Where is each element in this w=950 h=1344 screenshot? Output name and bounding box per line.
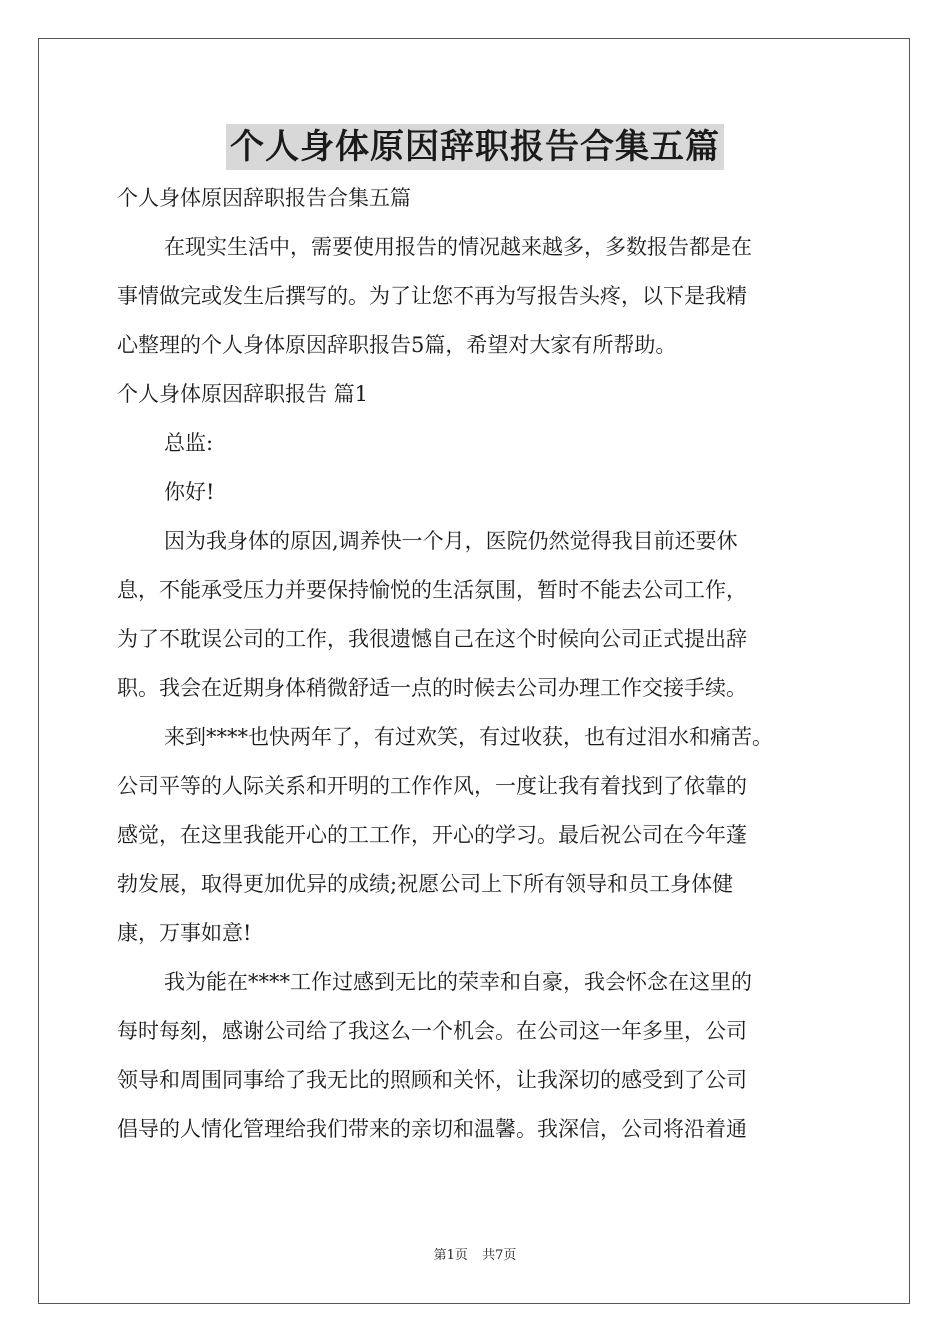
salutation-line: 总监: bbox=[164, 431, 214, 455]
subtitle-line: 个人身体原因辞职报告合集五篇 bbox=[117, 186, 411, 210]
paragraph-line: 倡导的人情化管理给我们带来的亲切和温馨。我深信，公司将沿着通 bbox=[117, 1117, 747, 1141]
paragraph-line: 在现实生活中，需要使用报告的情况越来越多，多数报告都是在 bbox=[164, 235, 752, 259]
paragraph-line: 公司平等的人际关系和开明的工作作风，一度让我有着找到了依靠的 bbox=[117, 774, 747, 798]
paragraph-line: 我为能在****工作过感到无比的荣幸和自豪，我会怀念在这里的 bbox=[164, 970, 752, 994]
document-body bbox=[117, 174, 847, 1154]
page-footer bbox=[0, 1246, 950, 1266]
paragraph-line: 息，不能承受压力并要保持愉悦的生活氛围，暂时不能去公司工作， bbox=[117, 578, 747, 602]
paragraph-line: 职。我会在近期身体稍微舒适一点的时候去公司办理工作交接手续。 bbox=[117, 676, 747, 700]
paragraph-line: 感觉，在这里我能开心的工工作，开心的学习。最后祝公司在今年蓬 bbox=[117, 823, 747, 847]
paragraph-line: 来到****也快两年了，有过欢笑，有过收获，也有过泪水和痛苦。 bbox=[164, 725, 773, 749]
paragraph-line: 心整理的个人身体原因辞职报告5篇，希望对大家有所帮助。 bbox=[117, 333, 677, 357]
paragraph-line: 因为我身体的原因,调养快一个月，医院仍然觉得我目前还要休 bbox=[164, 529, 738, 553]
paragraph-line: 勃发展，取得更加优异的成绩;祝愿公司上下所有领导和员工身体健 bbox=[117, 872, 734, 896]
document-title: 个人身体原因辞职报告合集五篇 bbox=[226, 124, 724, 170]
greeting-line: 你好! bbox=[164, 480, 215, 504]
paragraph-line: 每时每刻，感谢公司给了我这么一个机会。在公司这一年多里，公司 bbox=[117, 1019, 747, 1043]
paragraph-line: 事情做完或发生后撰写的。为了让您不再为写报告头疼，以下是我精 bbox=[117, 284, 747, 308]
page-number-current: 第1页 bbox=[433, 1248, 468, 1263]
section-heading: 个人身体原因辞职报告 篇1 bbox=[117, 382, 369, 406]
title-container bbox=[0, 124, 950, 170]
paragraph-line: 领导和周围同事给了我无比的照顾和关怀，让我深切的感受到了公司 bbox=[117, 1068, 747, 1092]
paragraph-line: 为了不耽误公司的工作，我很遗憾自己在这个时候向公司正式提出辞 bbox=[117, 627, 747, 651]
page-number-total: 共7页 bbox=[482, 1248, 517, 1263]
paragraph-line: 康，万事如意! bbox=[117, 921, 252, 945]
